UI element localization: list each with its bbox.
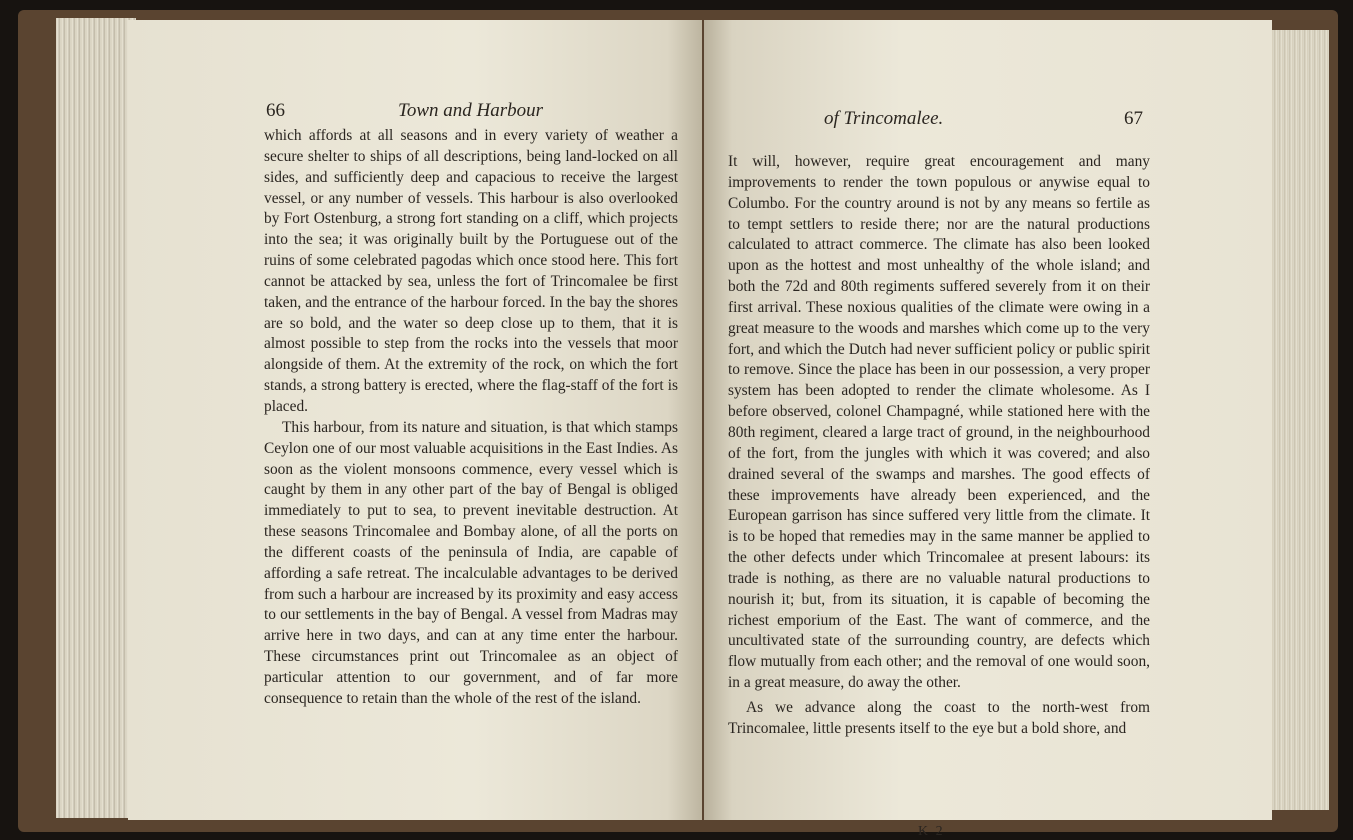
left-page-number: 66: [266, 100, 285, 121]
right-paragraph-2: As we advance along the coast to the north-west from Trincomalee, little presents itself to the eye but a bold shore, and: [728, 698, 1150, 737]
right-page-number: 67: [1124, 108, 1143, 129]
left-running-head: Town and Harbour: [398, 100, 544, 121]
right-page-edges: [1263, 30, 1329, 810]
right-page: [704, 20, 1272, 839]
right-paragraph-1: It will, however, require great encouragement and many improvements to render the town populous or anywise equal to Columbo. For the country around is not by any means so fertile as to tempt settlers to reside there; nor are the natural productions calculated to attract commerce. The climate has also been looked upon as the hottest and most unhealthy of the whole island; and both the 72d and 80th regiments suffered severely from it on their first arrival. These noxious qualities of the climate were owing in a great measure to the woods and marshes which come up to the very fort, and which the Dutch had never sufficient policy or public spirit to remove. Since the place has been in our possession, a very proper system has been adopted to render the climate wholesome. As I before observed, colonel Champagné, while stationed here with the 80th regiment, cleared a large tract of ground, in the neighbourhood of the fort, from the jungles with which it was covered; and also drained several of the swamps and marshes. The good effects of these improvements have already been experienced, and the European garrison has since suffered very little from the climate. It is to be hoped that remedies may in the same manner be applied to the other defects under which Trincomalee at present labours: its trade is nothing, as there are no valuable natural productions to nourish it; but, from its situation, it is capable of becoming the richest emporium of the East. The want of commerce, and the uncultivated state of the surrounding country, are defects which flow mutually from each other; and the removal of one would soon, in a great measure, do away the other.: [728, 153, 1150, 692]
left-page-body: [264, 126, 678, 710]
left-paragraph-1: which affords at all seasons and in every variety of weather a secure shelter to ships of all descriptions, being land-locked on all sides, and sufficiently deep and capacious to receive the largest vessel, or any number of vessels. This harbour is also overlooked by Fort Ostenburg, a strong fort standing on a cliff, which projects into the sea; it was originally built by the Portuguese out of the ruins of some celebrated pagodas which once stood here. This fort cannot be attacked by sea, unless the fort of Trincomalee be first taken, and the entrance of the harbour forced. In the bay the shores are so bold, and the water so deep close up to them, that it is almost possible to step from the rocks into the vessels that moor alongside of them. At the extremity of the rock, on which the fort stands, a strong battery is erected, where the flag-staff of the fort is placed.: [264, 127, 678, 415]
right-running-head: of Trincomalee.: [824, 108, 944, 129]
right-page-body: [728, 152, 1150, 740]
left-page-edges: [56, 18, 136, 818]
left-paragraph-2: This harbour, from its nature and situation, is that which stamps Ceylon one of our most valuable acquisitions in the East Indies. As soon as the violent monsoons commence, every vessel which is caught by them in any other part of the bay of Bengal is obliged immediately to put to sea, to prevent inevitable destruction. At these seasons Trincomalee and Bombay alone, of all the ports on the different coasts of the peninsula of India, are capable of affording a safe retreat. The incalculable advantages to be derived from such a harbour are increased by its proximity and easy access to our settlements in the bay of Bengal. A vessel from Madras may arrive here in two days, and can at any time enter the harbour. These circumstances print out Trincomalee as an object of particular attention to our government, and of far more consequence to retain than the whole of the rest of the island.: [264, 418, 678, 707]
right-page-header: [728, 100, 1150, 130]
left-page: [128, 20, 702, 820]
signature-mark: K 2: [918, 824, 945, 839]
